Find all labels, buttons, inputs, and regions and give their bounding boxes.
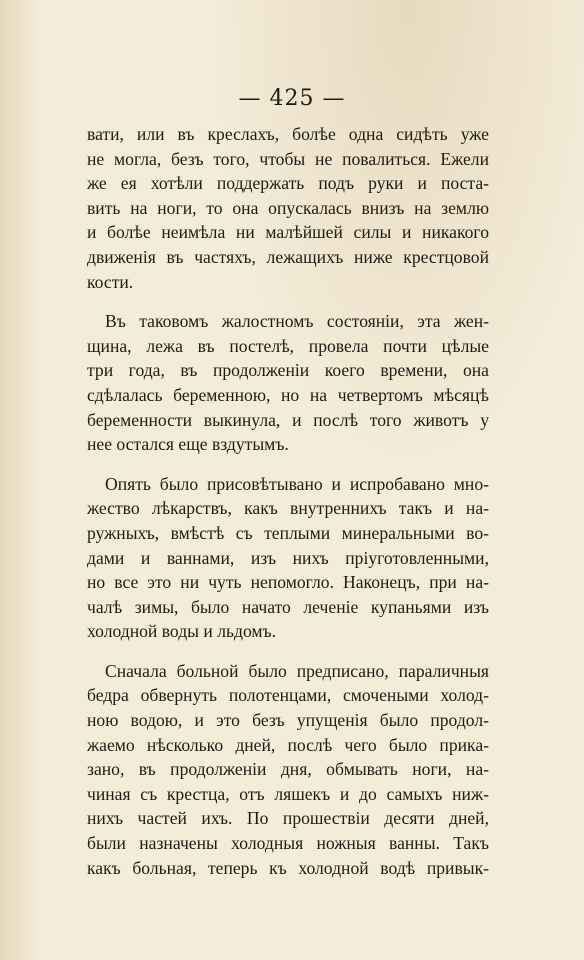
text-line: щина, лежа въ постелѣ, провела почти цѣлые: [87, 335, 489, 356]
text-line: Опять было присовѣтывано и испробавано мно-: [105, 473, 489, 494]
text-line: жество лѣкарствъ, какъ внутреннихъ такъ и на-: [87, 498, 489, 519]
text-line: чалѣ зимы, было начато леченіе купаньями изъ: [87, 596, 489, 617]
text-line: вати, или въ креслахъ, болѣе одна сидѣть уже: [87, 124, 489, 144]
text-line: ною водою, и это безъ упущенія было продол-: [87, 710, 489, 731]
text-line: беременности выкинула, и послѣ того животъ у: [87, 409, 489, 430]
text-line: холодной воды и льдомъ.: [87, 621, 277, 642]
text-line: бедра обвернуть полотенцами, смочеными холод-: [87, 685, 489, 706]
text-line: чиная съ крестца, отъ ляшекъ и до самыхъ ниж-: [87, 783, 489, 804]
text-line: и болѣе неимѣла ни малѣйшей силы и никакого: [87, 222, 489, 243]
paragraph-1: [87, 122, 489, 294]
text-line: какъ больная, теперь къ холодной водѣ привык-: [87, 857, 489, 878]
text-line: ружныхъ, вмѣстѣ съ теплыми минеральными во-: [87, 522, 489, 543]
text-line: Сначала больной было предписано, параличныя: [105, 660, 489, 681]
text-line: кости.: [87, 271, 134, 292]
text-line: были назначены холодныя ножныя ванны. Такъ: [87, 833, 489, 854]
text-line: дами и ваннами, изъ нихъ пріуготовленными,: [87, 547, 489, 568]
text-line: сдѣлалась беременною, но на четвертомъ мѣсяцѣ: [87, 384, 489, 405]
text-line: движенія въ частяхъ, лежащихъ ниже крестцовой: [87, 246, 489, 267]
text-line: вить на ноги, то она опускалась внизъ на землю: [87, 197, 489, 218]
text-line: нее остался еще вздутымъ.: [87, 434, 289, 455]
text-line: Въ таковомъ жалостномъ состояніи, эта жен-: [105, 311, 489, 332]
text-line: но все это ни чуть непомогло. Наконецъ, при на-: [87, 572, 489, 593]
text-line: жаемо нѣсколько дней, послѣ чего было прика-: [87, 734, 489, 755]
text-line: не могла, безъ того, чтобы не повалиться. Ежели: [87, 148, 489, 169]
page-number: — 425 —: [238, 86, 346, 111]
paragraph-4: [87, 659, 489, 880]
text-line: три года, въ продолженіи коего времени, она: [87, 360, 489, 381]
text-line: нихъ частей ихъ. По прошествіи десяти дней,: [87, 808, 489, 829]
paragraph-3: [87, 472, 489, 644]
paragraph-2: [87, 309, 489, 457]
text-line: зано, въ продолженіи дня, обмывать ноги, на-: [87, 759, 489, 780]
text-line: же ея хотѣли поддержать подъ руки и поста-: [87, 173, 489, 194]
body-text: [87, 122, 489, 880]
